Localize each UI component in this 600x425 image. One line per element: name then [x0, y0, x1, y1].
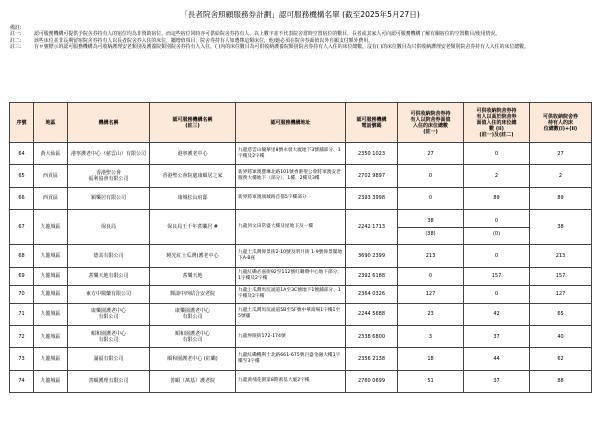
cell-serial: 66 — [10, 187, 34, 209]
cell-phone: 2350 1023 — [346, 143, 398, 165]
table-row — [10, 370, 592, 392]
cell-phone: 2244 5688 — [346, 303, 398, 325]
cell-district: 九龍城區 — [34, 370, 68, 392]
cell-serial: 72 — [10, 325, 34, 347]
cell-beds-at-voucher-value: 18 — [398, 348, 464, 370]
cell-address: 九龍土瓜灣偉景街2-10號及明月街 1-9號偉景閣地下A-B座 — [236, 245, 346, 267]
header-total-beds: 可供收納院舍券 持有人的床 位總數(i)+(ii) — [530, 103, 592, 143]
cell-serial: 73 — [10, 348, 34, 370]
header-beds-above-voucher-value: 可供收納院舍券持 有人以高於院舍券 面值入住的床位總 數 (ii) (註一)及(註二) — [464, 103, 530, 143]
cell-address: 九龍界限街172-174號 — [236, 325, 346, 347]
cell-district: 九龍城區 — [34, 245, 68, 267]
cell-beds-above-voucher-value: 37 — [464, 370, 530, 392]
cell-total-beds: 88 — [530, 370, 592, 392]
cell-district: 九龍城區 — [34, 325, 68, 347]
cell-beds-above-voucher-value: 0 — [464, 285, 530, 303]
cell-beds-at-voucher-value — [398, 210, 464, 245]
table-row — [10, 285, 592, 303]
cell-beds-above-voucher-value: 0 — [464, 143, 530, 165]
cell-address: 九龍紅磡必嘉街92至112號紅磡灣中心地下部分、1字樓及2字樓 — [236, 267, 346, 285]
cell-phone: 2760 0699 — [346, 370, 398, 392]
notes-section — [10, 25, 590, 50]
cell-address: 新界將軍澳寶琳北路101號香港聖公會將軍澳安老服務大樓地下（部分）、1樓、2樓及3樓 — [236, 165, 346, 187]
cell-serial: 71 — [10, 303, 34, 325]
note-label: 註二: — [10, 37, 22, 44]
table-row — [10, 348, 592, 370]
cell-organisation: 保良局 — [68, 210, 150, 245]
cell-phone: 2356 2138 — [346, 348, 398, 370]
cell-total-beds: 62 — [530, 348, 592, 370]
cell-beds-above-voucher-value-main: 0 — [494, 217, 499, 224]
header-beds-at-voucher-value: 可供收納院舍券持 有人以院舍券面值 入住的床位總數 (註一) — [398, 103, 464, 143]
cell-address: 九龍慈雲山毓華里8號永發大廈地下3號舖部分、1字樓及2字樓 — [236, 143, 346, 165]
cell-unit-name: 港寧護老中心 — [150, 143, 236, 165]
table-row — [10, 187, 592, 209]
page-title: 「長者院舍照顧服務券計劃」認可服務機構名單 (截至2025年5月27日) — [180, 10, 420, 19]
cell-organisation: 康樂園護老中心 有限公司 — [68, 303, 150, 325]
header-address: 認可服務機構地址 — [236, 103, 346, 143]
cell-unit-name: 善頤（萬基）護老院 — [150, 370, 236, 392]
cell-address: 九龍土瓜灣馬坑涌道1A至3C號地下1號舖部分、1字樓及2字樓 — [236, 285, 346, 303]
cell-district: 黃大仙區 — [34, 143, 68, 165]
cell-unit-name: 順和園護老中心 (紅磡) — [150, 348, 236, 370]
cell-phone: 2393 3998 — [346, 187, 398, 209]
cell-address: 九龍紅磡機利士北路661-675號百盛金融大樓1字樓至3字樓 — [236, 348, 346, 370]
table-row — [10, 267, 592, 285]
cell-organisation: 滿福有限公司 — [68, 348, 150, 370]
cell-organisation: 港寧護老中心（慈雲山）有限公司 — [68, 143, 150, 165]
cell-beds-above-voucher-value — [464, 210, 530, 245]
cell-phone: 2364 0326 — [346, 285, 398, 303]
table-row — [10, 143, 592, 165]
cell-organisation: 穎樂居有限公司 — [68, 187, 150, 209]
cell-unit-name: 曉光紅土瓜灣)護老中心 — [150, 245, 236, 267]
cell-total-beds: 2 — [530, 165, 592, 187]
cell-total-beds: 213 — [530, 245, 592, 267]
cell-serial: 64 — [10, 143, 34, 165]
cell-unit-name: 輝濤中西結合安老院 — [150, 285, 236, 303]
cell-address: 九龍土瓜灣馬坑涌道5B至5F號中華商場1字樓1至5號舖 — [236, 303, 346, 325]
cell-serial: 69 — [10, 267, 34, 285]
cell-beds-at-voucher-value: 0 — [398, 165, 464, 187]
cell-serial: 67 — [10, 210, 34, 245]
note-text: 有＃號標示的認可服務機構為可收納護理安老類別及護養院類別院舍券持有人入住。( )內的床位數目為可供收納護養院類別院舍券持有人入住的床位總數，沒有( )的床位數目為只供收納護理安老類別院舍券持有人入住的床位總數。 — [34, 43, 529, 50]
table-row — [10, 210, 592, 245]
notes-heading: 備註: — [10, 25, 22, 31]
cell-address: 九龍何文田常盛大樓及屋地下及一樓 — [236, 210, 346, 245]
header-phone: 認可服務機構 電話號碼 — [346, 103, 398, 143]
cell-district: 九龍城區 — [34, 348, 68, 370]
cell-beds-above-voucher-value-nursing-home: (0) — [464, 227, 529, 237]
table-row — [10, 245, 592, 267]
cell-phone: 2242 1713 — [346, 210, 398, 245]
note-text: 認可服務機構可提供予院舍券持有人的宿位均為非資助宿位。而這些宿位同時亦可供給院舍券持有人、以上數字並不代表院舍當時空置宿位的數目，長者或其家人可向認可服務機構了解有關宿位的空置數目/使用情況。 — [34, 31, 501, 38]
cell-district: 九龍城區 — [34, 285, 68, 303]
cell-beds-at-voucher-value: 3 — [398, 325, 464, 347]
cell-beds-at-voucher-value: 0 — [398, 267, 464, 285]
cell-district: 九龍城區 — [34, 303, 68, 325]
cell-organisation: 香港聖公會 福利協會有限公司 — [68, 165, 150, 187]
registry-table — [9, 102, 592, 393]
cell-organisation: 順和園護老中心 有限公司 — [68, 325, 150, 347]
cell-beds-above-voucher-value: 37 — [464, 325, 530, 347]
header-unit-name: 認可服務機構名稱 (註三) — [150, 103, 236, 143]
cell-beds-at-voucher-value: 213 — [398, 245, 464, 267]
cell-district: 九龍城區 — [34, 210, 68, 245]
cell-phone: 2338 6800 — [346, 325, 398, 347]
cell-beds-above-voucher-value: 42 — [464, 303, 530, 325]
cell-beds-at-voucher-value-nursing-home: (38) — [398, 227, 463, 237]
header-organisation: 機構名稱 — [68, 103, 150, 143]
cell-serial: 65 — [10, 165, 34, 187]
cell-beds-above-voucher-value: 157 — [464, 267, 530, 285]
cell-address: 九龍黃埔花園第8期萬基大廈2字樓 — [236, 370, 346, 392]
note-text: 該些床位並非長期留宿院舍券持有人以長者院舍券入住的床位，屬增值項目，院舍券持有人如選擇這類床位，他/她必須在院舍券面值以外自願支付額外費用。 — [34, 37, 374, 44]
cell-total-beds: 65 — [530, 303, 592, 325]
table-row — [10, 303, 592, 325]
cell-beds-at-voucher-value: 0 — [398, 187, 464, 209]
note-label: 註三: — [10, 43, 22, 50]
cell-unit-name: 順和園護老中心 有限公司 — [150, 325, 236, 347]
header-serial: 序號 — [10, 103, 34, 143]
cell-total-beds: 157 — [530, 267, 592, 285]
cell-phone: 3690 2399 — [346, 245, 398, 267]
cell-unit-name: 康樂園護老中心 有限公司 — [150, 303, 236, 325]
cell-beds-at-voucher-value-main: 38 — [427, 217, 434, 224]
cell-organisation: 東方中醫藥有限公司 — [68, 285, 150, 303]
cell-beds-above-voucher-value: 0 — [464, 245, 530, 267]
cell-total-beds: 38 — [530, 210, 592, 245]
table-row — [10, 325, 592, 347]
header-district: 地區 — [34, 103, 68, 143]
cell-serial: 74 — [10, 370, 34, 392]
cell-unit-name: 康城松山府邸 — [150, 187, 236, 209]
cell-serial: 70 — [10, 285, 34, 303]
cell-beds-above-voucher-value: 89 — [464, 187, 530, 209]
cell-unit-name: 耆樂天地 — [150, 267, 236, 285]
table-row — [10, 165, 592, 187]
cell-total-beds: 127 — [530, 285, 592, 303]
cell-total-beds: 27 — [530, 143, 592, 165]
cell-address: 新界將軍澳康城路首都5字樓部分 — [236, 187, 346, 209]
cell-district: 西貢區 — [34, 165, 68, 187]
cell-phone: 2702 9897 — [346, 165, 398, 187]
table-header-row — [10, 103, 592, 143]
cell-beds-above-voucher-value: 44 — [464, 348, 530, 370]
cell-unit-name: 保良局王千年耆樂居 # — [150, 210, 236, 245]
cell-total-beds: 89 — [530, 187, 592, 209]
cell-beds-at-voucher-value: 127 — [398, 285, 464, 303]
cell-beds-at-voucher-value: 27 — [398, 143, 464, 165]
cell-organisation: 善頤護理有限公司 — [68, 370, 150, 392]
cell-beds-above-voucher-value: 2 — [464, 165, 530, 187]
cell-serial: 68 — [10, 245, 34, 267]
cell-beds-at-voucher-value: 51 — [398, 370, 464, 392]
cell-beds-at-voucher-value: 23 — [398, 303, 464, 325]
cell-district: 西貢區 — [34, 187, 68, 209]
cell-organisation: 耆樂天地有限公司 — [68, 267, 150, 285]
cell-organisation: 德其有限公司 — [68, 245, 150, 267]
note-item — [10, 44, 590, 50]
cell-district: 九龍城區 — [34, 267, 68, 285]
cell-phone: 2392 6188 — [346, 267, 398, 285]
cell-unit-name: 香港聖公會院處康頤居之家 — [150, 165, 236, 187]
note-label: 註一: — [10, 31, 22, 38]
cell-total-beds: 40 — [530, 325, 592, 347]
